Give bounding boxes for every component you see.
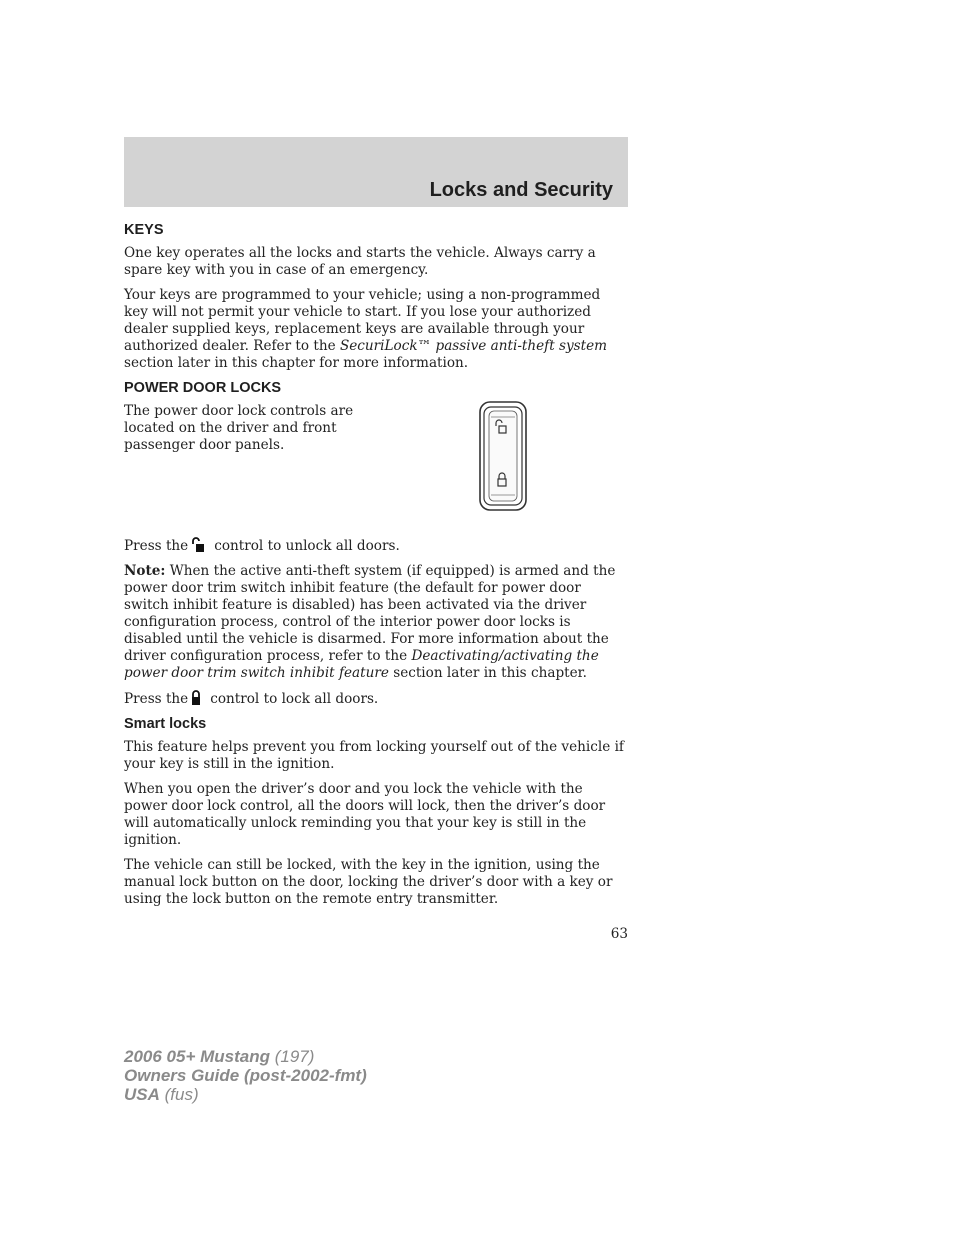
footer-line-1: 2006 05+ Mustang (197): [124, 1047, 315, 1066]
note-label: Note:: [124, 563, 166, 579]
keys-heading: KEYS: [124, 222, 164, 238]
lock-padlock-icon: [191, 690, 201, 706]
page-number: 63: [610, 926, 628, 942]
smart-locks-paragraph-3: The vehicle can still be locked, with the key in the ignition, using the manual lock button on the door, locking the driver’s door with a key or using the lock button on the remote entry transmitter.: [124, 857, 613, 907]
header-band: [124, 137, 628, 207]
lock-instruction: Press the control to lock all doors.: [124, 691, 379, 707]
unlock-instruction: Press the control to unlock all doors.: [124, 538, 400, 554]
power-door-locks-intro: The power door lock controls are located on the driver and front passenger door panels.: [124, 403, 354, 453]
smart-locks-paragraph-1: This feature helps prevent you from locking yourself out of the vehicle if your key is still in the ignition.: [124, 739, 624, 772]
smart-locks-paragraph-2: When you open the driver’s door and you lock the vehicle with the power door lock control, all the doors will lock, then the driver’s door will automatically unlock reminding you that your key is still in the ignition.: [124, 781, 606, 848]
footer-line-3: USA (fus): [124, 1085, 199, 1104]
unlock-padlock-icon: [191, 537, 205, 553]
power-door-locks-intro-row: [124, 403, 628, 533]
keys-paragraph-1: One key operates all the locks and starts the vehicle. Always carry a spare key with you in case of an emergency.: [124, 245, 596, 278]
power-door-locks-heading: POWER DOOR LOCKS: [124, 380, 282, 396]
main-content: [124, 222, 628, 916]
page-title: Locks and Security: [429, 179, 613, 201]
keys-paragraph-2: Your keys are programmed to your vehicle; using a non-programmed key will not permit your vehicle to start. If you lose your authorized dealer supplied keys, replacement keys are available through your authorized dealer. Refer to the SecuriLock™ passive anti-theft system section later in this chapter for more information.: [124, 287, 608, 371]
door-lock-switch-icon: [477, 399, 529, 513]
smart-locks-heading: Smart locks: [124, 716, 207, 732]
inhibit-feature-reference: Deactivating/activating the power door trim switch inhibit feature: [124, 648, 599, 681]
securilock-reference: SecuriLock™ passive anti-theft system: [339, 338, 608, 354]
anti-theft-note: Note: When the active anti-theft system (if equipped) is armed and the power door trim switch inhibit feature (the default for power door switch inhibit feature is disabled) has been activated via the driver configuration process, control of the interior power door locks is disabled until the vehicle is disarmed. For more information about the driver configuration process, refer to the Deactivating/activating the power door trim switch inhibit feature section later in this chapter.: [124, 563, 616, 681]
footer-line-2: Owners Guide (post-2002-fmt): [124, 1066, 367, 1085]
document-footer: [124, 1047, 367, 1104]
